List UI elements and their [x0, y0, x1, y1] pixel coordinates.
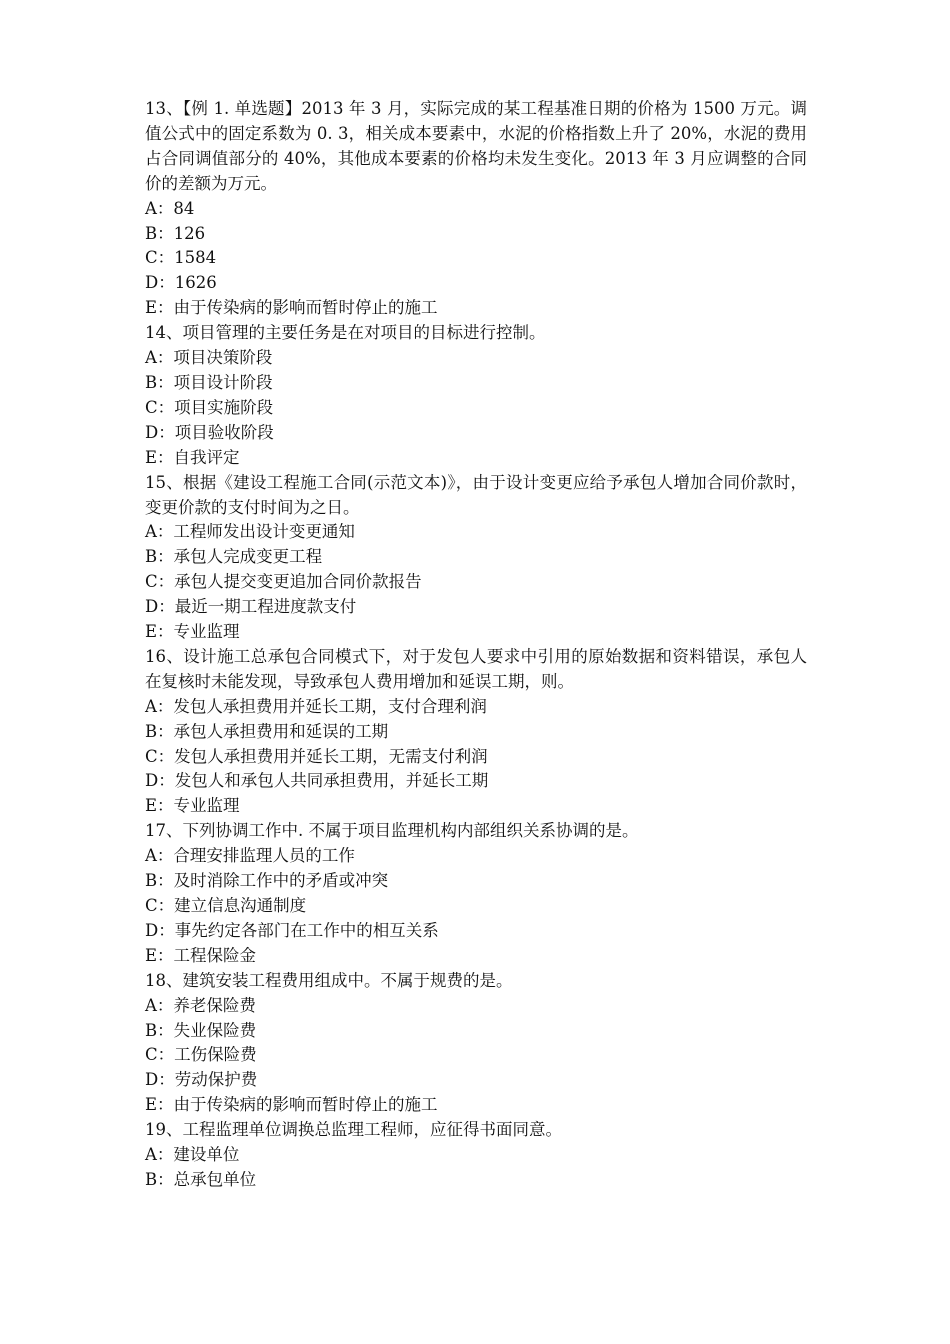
option-c: C：项目实施阶段	[145, 397, 274, 417]
question-stem: 18、建筑安装工程费用组成中。不属于规费的是。	[145, 970, 513, 990]
option-d: D：事先约定各部门在工作中的相互关系	[145, 920, 439, 940]
question-stem: 19、工程监理单位调换总监理工程师，应征得书面同意。	[145, 1120, 562, 1140]
document-page	[145, 97, 807, 1193]
option-e: E：自我评定	[145, 447, 240, 467]
option-a: A：养老保险费	[145, 995, 256, 1015]
option-b: B：失业保险费	[145, 1020, 257, 1040]
question-stem: 17、下列协调工作中. 不属于项目监理机构内部组织关系协调的是。	[145, 821, 639, 841]
question-14	[145, 321, 807, 470]
option-e: E：专业监理	[145, 796, 240, 816]
question-19	[145, 1118, 807, 1193]
option-b: B：总承包单位	[145, 1169, 257, 1189]
question-stem: 15、根据《建设工程施工合同(示范文本)》，由于设计变更应给予承包人增加合同价款时，变更价款的支付时间为之日。	[145, 472, 807, 517]
option-b: B：126	[145, 223, 206, 243]
question-13	[145, 97, 807, 321]
option-e: E：由于传染病的影响而暂时停止的施工	[145, 298, 438, 318]
option-d: D：最近一期工程进度款支付	[145, 597, 357, 617]
option-a: A：建设单位	[145, 1145, 240, 1165]
option-e: E：工程保险金	[145, 945, 257, 965]
question-18	[145, 969, 807, 1118]
question-16	[145, 645, 807, 819]
option-a: A：工程师发出设计变更通知	[145, 522, 355, 542]
option-e: E：由于传染病的影响而暂时停止的施工	[145, 1095, 438, 1115]
question-15	[145, 471, 807, 645]
option-b: B：承包人完成变更工程	[145, 547, 323, 567]
question-17	[145, 819, 807, 968]
option-a: A：合理安排监理人员的工作	[145, 846, 355, 866]
option-b: B：及时消除工作中的矛盾或冲突	[145, 871, 389, 891]
option-c: C：工伤保险费	[145, 1045, 257, 1065]
option-b: B：项目设计阶段	[145, 372, 273, 392]
option-c: C：建立信息沟通制度	[145, 896, 307, 915]
option-a: A：项目决策阶段	[145, 348, 273, 368]
option-d: D：发包人和承包人共同承担费用，并延长工期	[145, 771, 489, 791]
question-stem: 14、项目管理的主要任务是在对项目的目标进行控制。	[145, 323, 546, 343]
question-stem: 16、设计施工总承包合同模式下，对于发包人要求中引用的原始数据和资料错误，承包人在复核时未能发现，导致承包人费用增加和延误工期，则。	[145, 646, 807, 691]
option-d: D：项目验收阶段	[145, 422, 274, 442]
option-a: A：84	[145, 198, 195, 218]
option-a: A：发包人承担费用并延长工期，支付合理利润	[145, 696, 487, 716]
option-d: D：1626	[145, 273, 217, 293]
option-d: D：劳动保护费	[145, 1070, 258, 1090]
option-c: C：承包人提交变更追加合同价款报告	[145, 572, 422, 592]
question-stem: 13、【例 1. 单选题】2013 年 3 月，实际完成的某工程基准日期的价格为 1500 万元。调值公式中的固定系数为 0. 3，相关成本要素中，水泥的价格指数上升了 20%，水泥的费用占合同调值部分的 40%，其他成本要素的价格均未发生变化。2013 年 3 月应调整的合同价的差额为万元。	[145, 99, 807, 193]
option-c: C：发包人承担费用并延长工期，无需支付利润	[145, 746, 488, 766]
option-b: B：承包人承担费用和延误的工期	[145, 721, 389, 741]
option-c: C：1584	[145, 248, 217, 268]
option-e: E：专业监理	[145, 622, 240, 642]
